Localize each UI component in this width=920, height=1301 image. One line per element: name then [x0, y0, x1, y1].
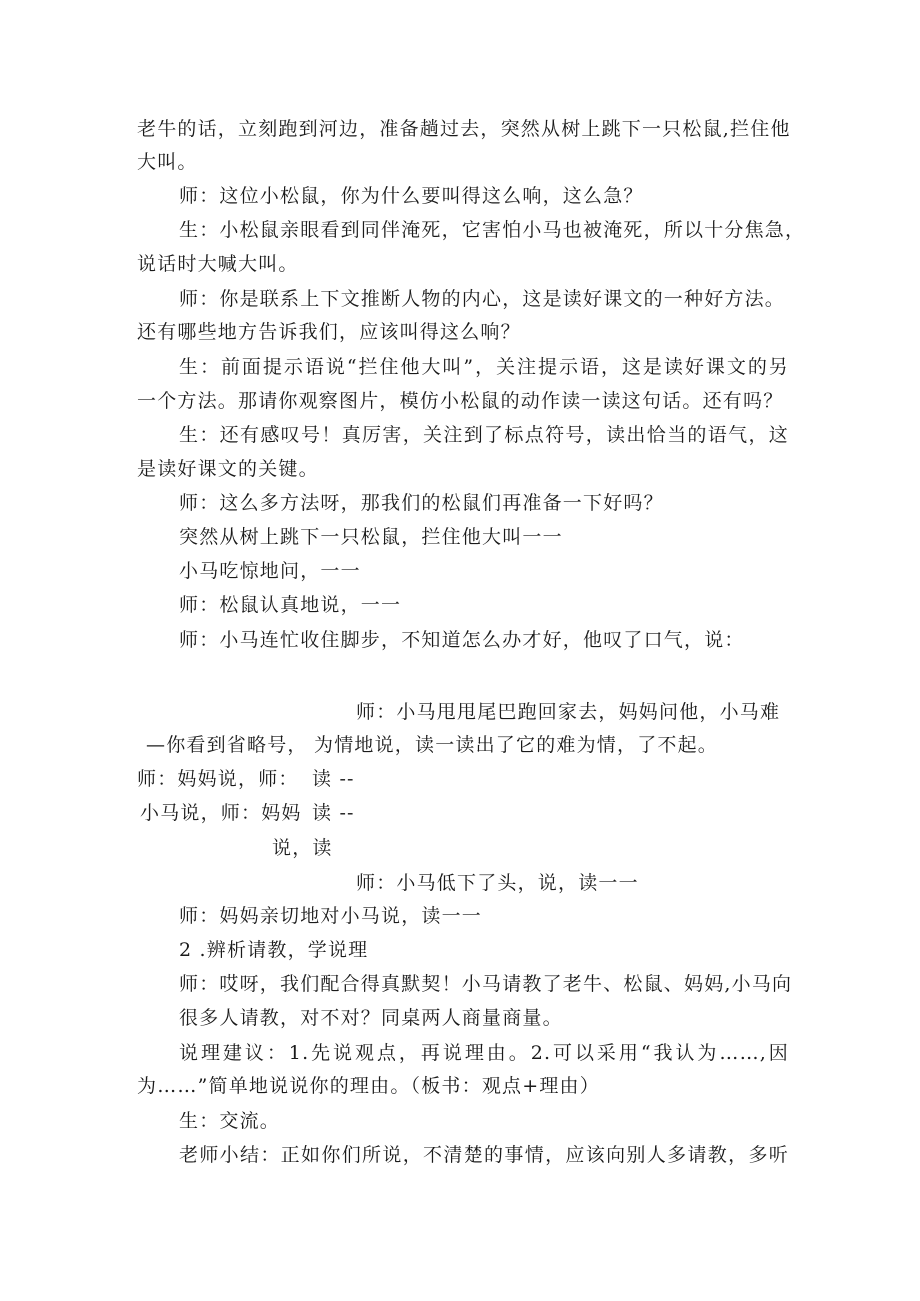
paragraph-line: 很多人请教，对不对？同桌两人商量商量。 [179, 1007, 563, 1029]
paragraph-line: 师：小马甩甩尾巴跑回家去，妈妈问他，小马难 [356, 701, 781, 723]
paragraph-line: 师：哎呀，我们配合得真默契！小马请教了老牛、松鼠、妈妈,小马向 [179, 973, 793, 995]
paragraph-line: 师：松鼠认真地说，一一 [179, 594, 402, 616]
paragraph-line: 生：前面提示语说“拦住他大叫”，关注提示语，这是读好课文的另 [179, 356, 789, 378]
paragraph-fragment: 读 -- [312, 802, 355, 824]
paragraph-line: 是读好课文的关键。 [137, 458, 319, 480]
paragraph-line: 师：妈妈亲切地对小马说，读一一 [179, 905, 483, 927]
paragraph-line: 师：你是联系上下文推断人物的内心，这是读好课文的一种好方法。 [179, 288, 786, 310]
paragraph-line: 突然从树上跳下一只松鼠，拦住他大叫一一 [179, 526, 563, 548]
paragraph-fragment: 读 -- [312, 768, 355, 790]
paragraph-line: 说理建议：1.先说观点，再说理由。2.可以采用“我认为……,因 [179, 1042, 789, 1064]
paragraph-line: 还有哪些地方告诉我们，应该叫得这么响？ [137, 321, 521, 343]
paragraph-line: 说话时大喊大叫。 [137, 253, 299, 275]
paragraph-fragment: 说，读 [272, 837, 333, 859]
paragraph-line: 师：小马低下了头，说，读一一 [356, 872, 639, 894]
paragraph-line: 一个方法。那请你观察图片，模仿小松鼠的动作读一读这句话。还有吗？ [137, 390, 784, 412]
paragraph-line: 生：小松鼠亲眼看到同伴淹死，它害怕小马也被淹死，所以十分焦急， [179, 219, 806, 241]
paragraph-line: 师：这么多方法呀，那我们的松鼠们再准备一下好吗？ [179, 492, 664, 514]
paragraph-line: 为……”简单地说说你的理由。（板书：观点+理由） [137, 1075, 600, 1097]
paragraph-line: 老牛的话，立刻跑到河边，准备趟过去，突然从树上跳下一只松鼠,拦住他 [137, 118, 791, 140]
paragraph-fragment: 为情地说，读一读出了它的难为情，了不起。 [314, 734, 719, 756]
paragraph-line: 小马吃惊地问，一一 [179, 560, 361, 582]
paragraph-fragment: —你看到省略号， [146, 734, 308, 756]
paragraph-fragment: 师：妈妈说，师： [137, 768, 299, 790]
paragraph-fragment: 小马说，师：妈妈 [140, 802, 302, 824]
paragraph-line: 师：小马连忙收住脚步，不知道怎么办才好，他叹了口气，说： [179, 629, 745, 651]
paragraph-line: 师：这位小松鼠，你为什么要叫得这么响，这么急？ [179, 185, 644, 207]
paragraph-line: 生：交流。 [179, 1110, 281, 1132]
paragraph-line: 生：还有感叹号！真厉害，关注到了标点符号，读出恰当的语气，这 [179, 424, 789, 446]
paragraph-line: 老师小结：正如你们所说，不清楚的事情，应该向别人多请教，多听 [179, 1144, 789, 1166]
section-heading: 2 .辨析请教，学说理 [179, 939, 369, 961]
paragraph-line: 大叫。 [137, 151, 198, 173]
